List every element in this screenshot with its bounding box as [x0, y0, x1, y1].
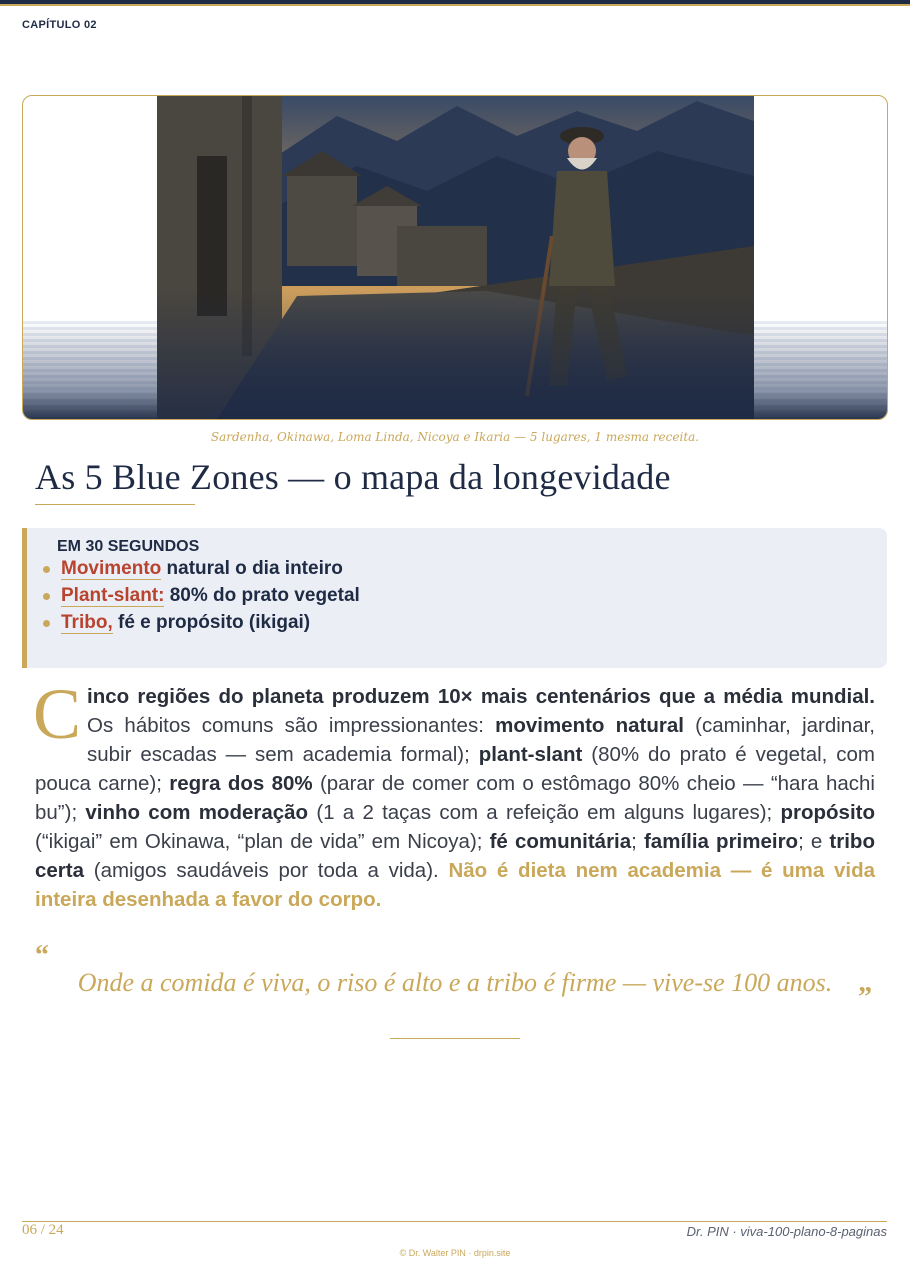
summary-text: fé e propósito (ikigai): [112, 612, 311, 633]
body-bold: fé comunitária: [489, 830, 632, 853]
summary-keyword: Movimento: [61, 558, 162, 579]
chapter-label: CAPÍTULO 02: [22, 19, 97, 31]
summary-item: [39, 555, 360, 582]
top-gold-line: [0, 4, 910, 6]
body-bold: vinho com moderação: [85, 801, 309, 824]
section-divider: [390, 1038, 520, 1039]
lead-sentence: inco regiões do planeta produzem 10× mais centenários que a média mundial.: [87, 685, 875, 708]
body-bold: regra dos 80%: [169, 772, 313, 795]
body-bold: família primeiro: [643, 830, 799, 853]
body-bold: movimento natural: [495, 714, 684, 737]
summary-keyword: Plant-slant:: [61, 585, 165, 606]
body-bold: tribo certa: [35, 830, 875, 882]
copyright-notice: © Dr. Walter PIN · drpin.site: [399, 1248, 511, 1258]
body-text: (“ikigai” em Okinawa, “plan de vida” em Nicoya);: [35, 830, 490, 853]
summary-text: 80% do prato vegetal: [164, 585, 360, 606]
summary-list: [39, 555, 360, 636]
quote-close-mark: ”: [858, 982, 872, 1013]
hero-figure: [22, 95, 888, 420]
body-text: ;: [631, 830, 644, 853]
body-bold: plant-slant: [478, 743, 583, 766]
summary-box: [22, 528, 887, 668]
body-text: (80% do prato é vegetal, com pouca carne);: [35, 743, 875, 795]
body-paragraph: [33, 674, 876, 914]
body-text: Os hábitos comuns são impressionantes:: [87, 714, 496, 737]
page-number: 06 / 24: [22, 1222, 64, 1238]
body-text: (caminhar, jardinar, subir escadas — sem academia formal);: [87, 714, 876, 766]
body-bold: propósito: [780, 801, 875, 824]
summary-text: natural o dia inteiro: [161, 558, 343, 579]
pull-quote: Onde a comida é viva, o riso é alto e a tribo é firme — vive-se 100 anos.: [77, 968, 833, 997]
body-highlight: Não é dieta nem academia — é uma vida inteira desenhada a favor do corpo.: [35, 859, 875, 911]
footer-rule: [22, 1221, 887, 1222]
drop-cap: C: [33, 674, 82, 754]
quote-open-mark: “: [35, 940, 49, 971]
summary-item: [39, 582, 360, 609]
body-text: (amigos saudáveis por toda a vida).: [84, 859, 449, 882]
summary-heading: EM 30 SEGUNDOS: [57, 538, 200, 555]
body-text: (parar de comer com o estômago 80% cheio — “hara hachi bu”);: [35, 772, 875, 824]
body-text: ; e: [798, 830, 830, 853]
footer-doc-id: Dr. PIN · viva-100-plano-8-paginas: [686, 1224, 887, 1239]
summary-item: [39, 609, 360, 636]
hero-photo: [157, 96, 754, 419]
title-underline: [35, 504, 195, 505]
page-title: As 5 Blue Zones — o mapa da longevidade: [35, 457, 671, 497]
hero-caption: Sardenha, Okinawa, Loma Linda, Nicoya e Ikaria — 5 lugares, 1 mesma receita.: [210, 430, 700, 444]
summary-keyword: Tribo,: [61, 612, 113, 633]
body-text: (1 a 2 taças com a refeição em alguns lugares);: [308, 801, 781, 824]
